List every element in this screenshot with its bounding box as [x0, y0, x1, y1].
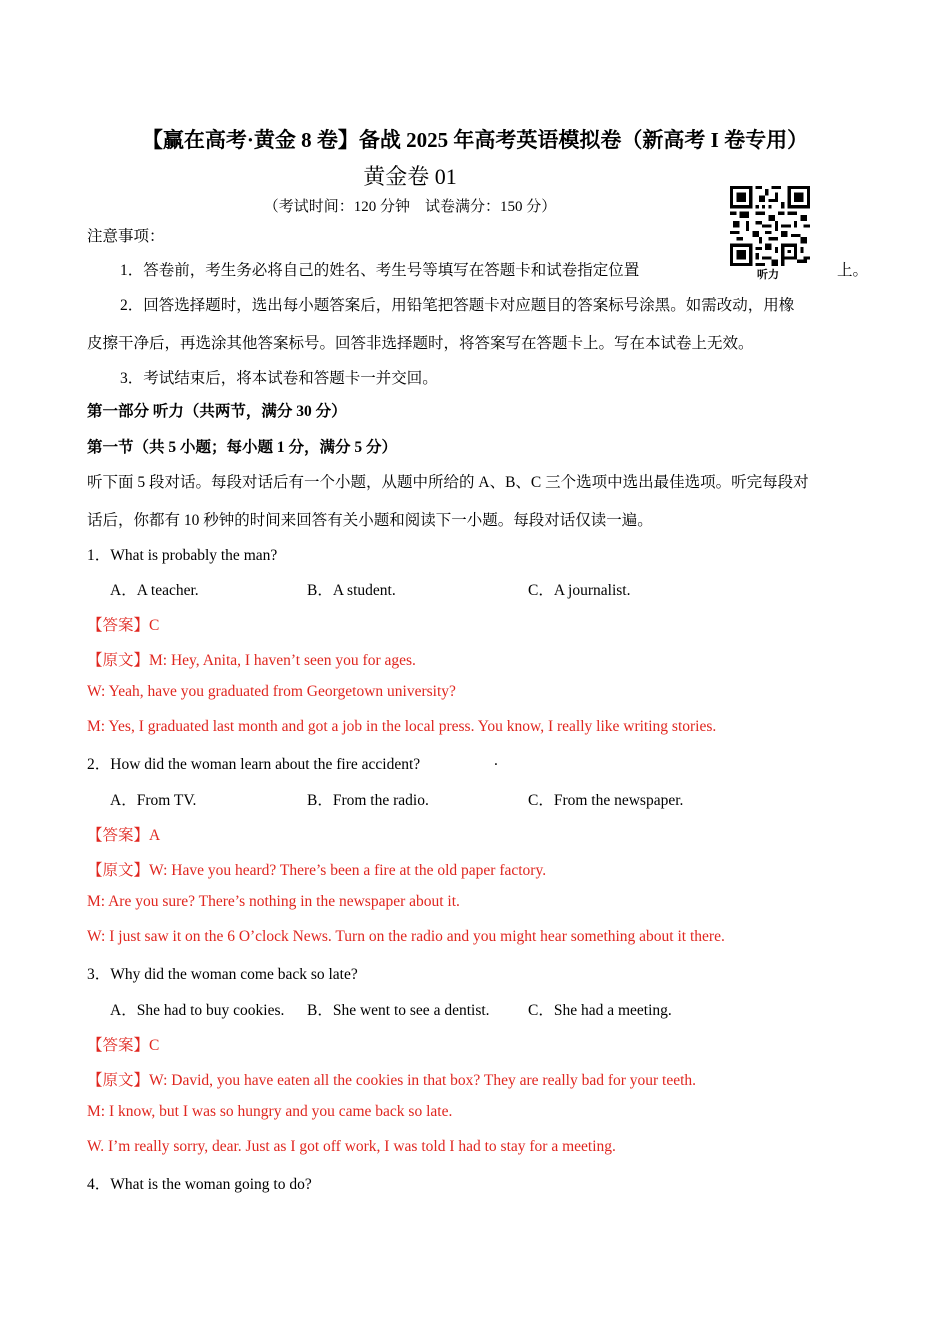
- exam-time-info: （考试时间：120 分钟 试卷满分：150 分）: [263, 199, 557, 215]
- notes-item-1: 1．答卷前，考生务必将自己的姓名、考生号等填写在答题卡和试卷指定位置: [120, 262, 640, 279]
- question-1-transcript-line-3: M: Yes, I graduated last month and got a job in the local press. You know, I really like writing stories.: [87, 718, 717, 735]
- question-3-answer: 【答案】C: [87, 1037, 160, 1054]
- question-3-stem: 3．Why did the woman come back so late?: [87, 966, 358, 983]
- question-1-transcript-line-2: W: Yeah, have you graduated from Georgetown university?: [87, 683, 456, 700]
- question-1-option-b[interactable]: B．A student.: [307, 582, 396, 599]
- question-1-answer: 【答案】C: [87, 617, 160, 634]
- instructions-line-2: 话后，你都有 10 秒钟的时间来回答有关小题和阅读下一小题。每段对话仅读一遍。: [87, 512, 653, 529]
- transcript-label: 【原文】: [87, 862, 150, 879]
- notes-item-3: 3．考试结束后，将本试卷和答题卡一并交回。: [120, 370, 438, 387]
- question-2-transcript-line-3: W: I just saw it on the 6 O’clock News. Turn on the radio and you might hear something about it there.: [87, 928, 725, 945]
- question-3-transcript-line-1: [87, 1068, 696, 1090]
- question-2-stem: 2．How did the woman learn about the fire accident?: [87, 756, 421, 773]
- question-2-option-c[interactable]: C．From the newspaper.: [528, 792, 684, 809]
- transcript-label: 【原文】: [87, 652, 150, 669]
- qr-code-icon[interactable]: [730, 186, 810, 266]
- question-3-option-c[interactable]: C．She had a meeting.: [528, 1002, 672, 1019]
- question-1-transcript-line-1: [87, 648, 416, 670]
- paper-subtitle: 黄金卷 01: [363, 164, 457, 189]
- question-1-option-c[interactable]: C．A journalist.: [528, 582, 631, 599]
- transcript-text: W: David, you have eaten all the cookies in that box? They are really bad for your teeth.: [149, 1072, 697, 1089]
- transcript-label: 【原文】: [87, 1072, 150, 1089]
- question-2-stem-end: .: [494, 752, 498, 769]
- question-3-transcript-line-2: M: I know, but I was so hungry and you came back so late.: [87, 1103, 453, 1120]
- document-title: 【赢在高考·黄金 8 卷】备战 2025 年高考英语模拟卷（新高考 I 卷专用）: [141, 128, 809, 152]
- question-2-answer: 【答案】A: [87, 827, 161, 844]
- transcript-text: W: Have you heard? There’s been a fire at the old paper factory.: [149, 862, 547, 879]
- question-1-option-a[interactable]: A．A teacher.: [110, 582, 199, 599]
- notes-item-2-line-1: 2．回答选择题时，选出每小题答案后，用铅笔把答题卡对应题目的答案标号涂黑。如需改动，用橡: [120, 297, 795, 314]
- section1-heading: 第一节（共 5 小题；每小题 1 分，满分 5 分）: [87, 439, 398, 456]
- question-1-stem: 1．What is probably the man?: [87, 547, 278, 564]
- question-3-option-a[interactable]: A．She had to buy cookies.: [110, 1002, 285, 1019]
- question-3-transcript-line-3: W. I’m really sorry, dear. Just as I got off work, I was told I had to stay for a meeting.: [87, 1138, 616, 1155]
- question-3-option-b[interactable]: B．She went to see a dentist.: [307, 1002, 490, 1019]
- question-2-option-b[interactable]: B．From the radio.: [307, 792, 429, 809]
- question-2-option-a[interactable]: A．From TV.: [110, 792, 197, 809]
- notes-item-2-line-2: 皮擦干净后，再选涂其他答案标号。回答非选择题时，将答案写在答题卡上。写在本试卷上无效。: [87, 335, 754, 352]
- question-2-transcript-line-1: [87, 858, 546, 880]
- question-2-transcript-line-2: M: Are you sure? There’s nothing in the newspaper about it.: [87, 893, 460, 910]
- transcript-text: M: Hey, Anita, I haven’t seen you for ages.: [149, 652, 416, 669]
- qr-code-label: 听力: [757, 269, 779, 281]
- notes-heading: 注意事项：: [87, 228, 165, 245]
- instructions-line-1: 听下面 5 段对话。每段对话后有一个小题，从题中所给的 A、B、C 三个选项中选出最佳选项。听完每段对: [87, 474, 809, 491]
- question-4-stem: 4．What is the woman going to do?: [87, 1176, 312, 1193]
- part1-heading: 第一部分 听力（共两节，满分 30 分）: [87, 403, 347, 420]
- notes-item-1-end: 上。: [837, 262, 869, 279]
